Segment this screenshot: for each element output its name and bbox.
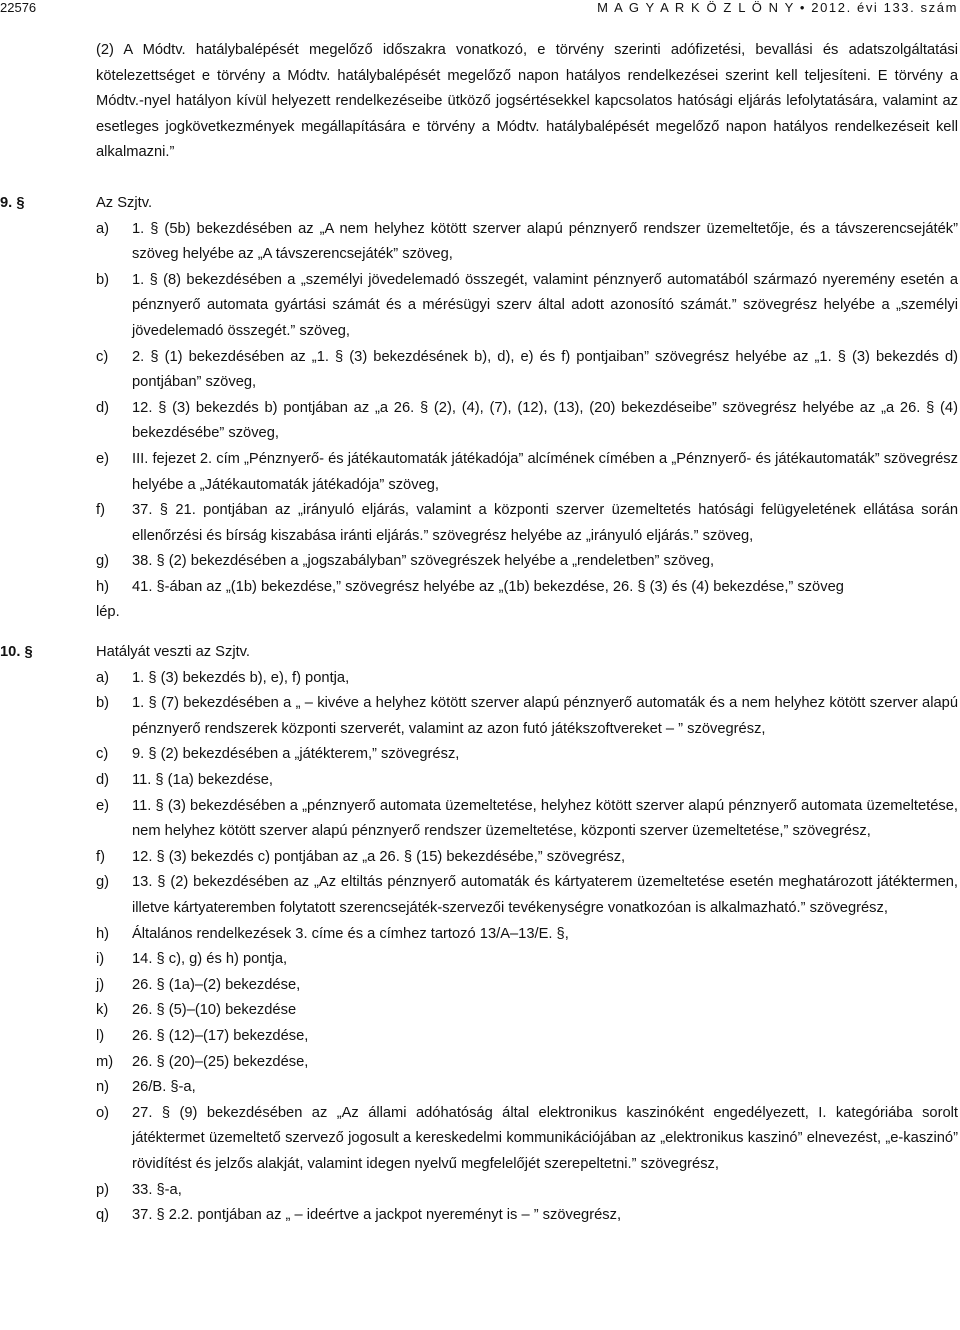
list-item xyxy=(96,447,958,498)
list-item xyxy=(96,947,958,973)
item-text: 26/B. §-a, xyxy=(132,1079,196,1096)
item-text: 12. § (3) bekezdés b) pontjában az „a 26. § (2), (4), (7), (12), (13), (20) bekezdéseibe” szövegrész helyébe az „a 26. § (4) bekezdésébe” szöveg, xyxy=(132,399,958,442)
item-label: f) xyxy=(96,502,105,519)
list-item xyxy=(96,845,958,871)
section-9-list xyxy=(96,217,958,601)
item-label: e) xyxy=(96,797,110,814)
item-label: d) xyxy=(96,399,110,416)
item-text: III. fejezet 2. cím „Pénznyerő- és játékautomaták játékadója” alcímének címében a „Pénznyerő- és játékautomaták” szövegrész helyébe a „Játékautomaták játékadója” szöveg, xyxy=(132,450,958,493)
item-text: 38. § (2) bekezdésében a „jogszabályban” szövegrészek helyébe a „rendeletben” szöveg, xyxy=(132,553,715,570)
item-text: 1. § (5b) bekezdésében az „A nem helyhez kötött szerver alapú pénznyerő rendszer üzemeltetője, és a távszerencsejáték” szöveg helyébe az „A távszerencsejáték” szöveg, xyxy=(132,220,958,263)
item-text: 1. § (3) bekezdés b), e), f) pontja, xyxy=(132,669,350,686)
list-item xyxy=(96,870,958,921)
item-label: h) xyxy=(96,578,110,595)
item-label: o) xyxy=(96,1104,110,1121)
list-item xyxy=(96,691,958,742)
item-label: f) xyxy=(96,848,105,865)
item-text: 1. § (7) bekezdésében a „ – kivéve a helyhez kötött szerver alapú pénznyerő automaták és a nem helyhez kötött szerver alapú pénznyerő rendszerek központi szerverét, valamint az azon futó játékszoftvereket – ” szövegrész, xyxy=(132,695,958,737)
item-text: 26. § (20)–(25) bekezdése, xyxy=(132,1053,309,1070)
item-label: k) xyxy=(96,1002,109,1019)
item-label: g) xyxy=(96,553,110,570)
list-item xyxy=(96,794,958,845)
item-label: c) xyxy=(96,348,109,365)
item-text: 14. § c), g) és h) pontja, xyxy=(132,951,288,968)
list-item xyxy=(96,575,958,601)
list-item xyxy=(96,1075,958,1101)
item-text: 33. §-a, xyxy=(132,1181,182,1198)
page-header xyxy=(0,0,960,16)
list-item xyxy=(96,1203,958,1229)
item-text: 26. § (12)–(17) bekezdése, xyxy=(132,1027,309,1044)
list-item xyxy=(96,742,958,768)
running-title: M A G Y A R K Ö Z L Ö N Y • 2012. évi 133. szám xyxy=(597,0,958,15)
section-10-list xyxy=(96,666,958,1229)
list-item xyxy=(96,268,958,345)
list-item xyxy=(96,973,958,999)
item-label: e) xyxy=(96,450,110,467)
item-label: j) xyxy=(96,976,105,993)
item-text: 11. § (1a) bekezdése, xyxy=(132,772,273,789)
item-label: b) xyxy=(96,271,110,288)
item-text: 27. § (9) bekezdésében az „Az állami adóhatóság által elektronikus kaszinóként engedélyezett, I. kategóriába sorolt játéktermet üzemeltető szervező jogosult a kereskedelmi kommunikációjában az „elektronikus kaszinó” elnevezést, „e-kaszinó” rövidítést és jelzős alakját, valamint idegen nyelvű megfelelőjét szerepeltetni.” szövegrész, xyxy=(132,1104,958,1172)
page-content xyxy=(0,38,958,1229)
list-item xyxy=(96,217,958,268)
list-item xyxy=(96,1178,958,1204)
item-label: g) xyxy=(96,874,110,891)
page-number: 22576 xyxy=(0,0,37,15)
intro-paragraph: (2) A Módtv. hatálybalépését megelőző időszakra vonatkozó, e törvény szerinti adófizetési, bevallási és adatszolgáltatási kötelezettséget e törvény a Módtv. hatálybalépését megelőző napon hatályos rendelkezései szerint kell teljesíteni. E törvény a Módtv.-nyel hatályon kívül helyezett rendelkezéseibe ütköző jogsértésekkel kapcsolatos hatósági eljárás lefolytatására, valamint az esetleges jogkövetkezmények megállapítására e törvény a Módtv. hatálybalépését megelőző napon hatályos rendelkezéseit kell alkalmazni.” xyxy=(96,42,958,161)
section-10-heading xyxy=(0,640,958,666)
item-label: a) xyxy=(96,669,110,686)
item-label: l) xyxy=(96,1027,105,1044)
item-text: 1. § (8) bekezdésében a „személyi jövedelemadó összegét, valamint pénznyerő automatából származó nyeremény esetén a pénznyerő automata gyártási számát és a mérésügyi szerv által adott azonosító számát.” szövegrész helyébe a „személyi jövedelemadó összegét.” szöveg, xyxy=(132,271,958,339)
section-9-closing: lép. xyxy=(96,604,120,621)
item-text: 2. § (1) bekezdésében az „1. § (3) bekezdésének b), d), e) és f) pontjaiban” szövegrész helyébe az „1. § (3) bekezdés d) pontjában” szöveg, xyxy=(132,348,958,391)
item-text: Általános rendelkezések 3. címe és a címhez tartozó 13/A–13/E. §, xyxy=(132,925,569,942)
list-item xyxy=(96,922,958,948)
list-item xyxy=(96,498,958,549)
section-number: 9. § xyxy=(0,194,25,211)
section-9-heading xyxy=(0,191,958,217)
section-title: Hatályát veszti az Szjtv. xyxy=(96,644,250,661)
item-label: m) xyxy=(96,1053,114,1070)
item-label: p) xyxy=(96,1181,110,1198)
list-item xyxy=(96,345,958,396)
item-label: a) xyxy=(96,220,110,237)
list-item xyxy=(96,666,958,692)
list-item xyxy=(96,768,958,794)
item-label: q) xyxy=(96,1207,110,1224)
spacer xyxy=(96,626,958,640)
item-text: 26. § (5)–(10) bekezdése xyxy=(132,1002,297,1019)
list-item xyxy=(96,1050,958,1076)
item-text: 26. § (1a)–(2) bekezdése, xyxy=(132,976,301,993)
item-label: d) xyxy=(96,772,110,789)
item-text: 9. § (2) bekezdésében a „játékterem,” szövegrész, xyxy=(132,746,460,763)
item-text: 41. §-ában az „(1b) bekezdése,” szövegrész helyébe az „(1b) bekezdése, 26. § (3) és (4) bekezdése,” szöveg xyxy=(132,578,844,595)
item-text: 13. § (2) bekezdésében az „Az eltiltás pénznyerő automaták és kártyaterem üzemeltetése esetén meghatározott játéktermen, illetve kártyateremben folytatott szerencsejáték-szervezői tevékenységre vonatkozóan is alkalmazható.” szövegrész, xyxy=(132,874,958,916)
item-text: 37. § 21. pontjában az „irányuló eljárás, valamint a központi szerver üzemeltetés hatósági felügyeletének ellátása során ellenőrzési és bírság kiszabása iránti eljárás.” szövegrész helyébe az „irányuló eljárás.” szöveg, xyxy=(132,502,958,544)
list-item xyxy=(96,396,958,447)
item-text: 12. § (3) bekezdés c) pontjában az „a 26. § (15) bekezdésébe,” szövegrész, xyxy=(132,848,626,865)
section-number: 10. § xyxy=(0,644,33,661)
item-text: 11. § (3) bekezdésében a „pénznyerő automata üzemeltetése, helyhez kötött szerver alapú pénznyerő automata üzemeltetése, nem helyhez kötött szerver alapú pénznyerő rendszer üzemeltetése, központi szerver üzemeltetése,” szövegrész, xyxy=(132,797,958,840)
item-label: n) xyxy=(96,1079,110,1096)
item-label: b) xyxy=(96,695,110,712)
section-title: Az Szjtv. xyxy=(96,194,153,211)
list-item xyxy=(96,1024,958,1050)
list-item xyxy=(96,549,958,575)
item-label: h) xyxy=(96,925,110,942)
list-item xyxy=(96,1101,958,1178)
spacer xyxy=(96,166,958,191)
list-item xyxy=(96,998,958,1024)
item-text: 37. § 2.2. pontjában az „ – ideértve a jackpot nyereményt is – ” szövegrész, xyxy=(132,1207,622,1224)
item-label: i) xyxy=(96,951,105,968)
item-label: c) xyxy=(96,746,109,763)
